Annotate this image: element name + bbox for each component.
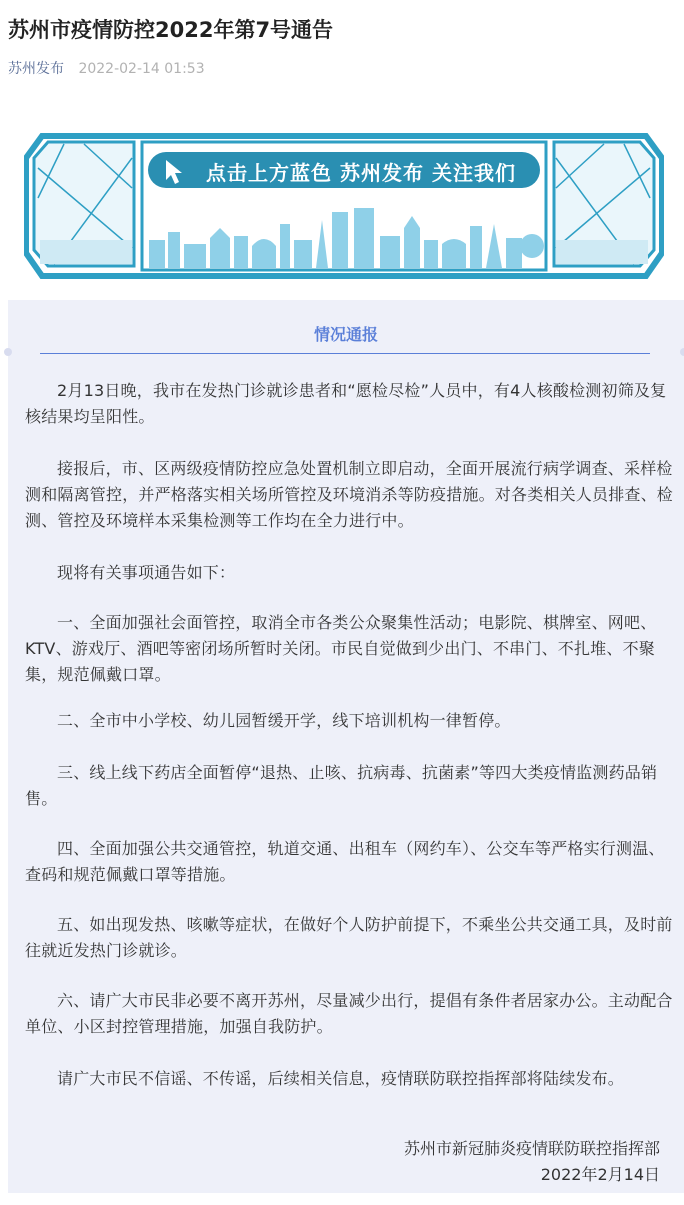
paragraph-item-2: 二、全市中小学校、幼儿园暂缓开学，线下培训机构一律暂停。 (57, 711, 511, 730)
paragraph-closing: 请广大市民不信谣、不传谣，后续相关信息，疫情联防联控指挥部将陆续发布。 (57, 1069, 625, 1088)
article-meta (8, 58, 205, 80)
author-link[interactable]: 苏州发布 (8, 61, 64, 77)
paragraph-item-1: 一、全面加强社会面管控，取消全市各类公众聚集性活动；电影院、棋牌室、网吧、KTV、游戏厅、酒吧等密闭场所暂时关闭。市民自觉做到少出门、不串门、不扎堆、不聚集，规范佩戴口罩。 (25, 613, 657, 684)
section-divider (40, 353, 650, 354)
paragraph-item-6: 六、请广大市民非必要不离开苏州，尽量减少出行，提倡有条件者居家办公。主动配合单位、小区封控管理措施，加强自我防护。 (25, 991, 673, 1036)
follow-banner[interactable] (24, 128, 664, 283)
signature-date: 2022年2月14日 (540, 1165, 660, 1184)
notice-panel (8, 300, 684, 1193)
section-title: 情况通报 (313, 325, 378, 344)
banner-artwork (24, 128, 664, 283)
paragraph-item-5: 五、如出现发热、咳嗽等症状，在做好个人防护前提下，不乘坐公共交通工具，及时前往就近发热门诊就诊。 (25, 915, 673, 960)
paragraph-situation: 2月13日晚，我市在发热门诊就诊患者和“愿检尽检”人员中，有4人核酸检测初筛及复核结果均呈阳性。 (25, 381, 667, 426)
banner-follow-text: 点击上方蓝色 苏州发布 关注我们 (206, 160, 516, 185)
decor-dot-right (680, 348, 684, 356)
paragraph-item-4: 四、全面加强公共交通管控，轨道交通、出租车（网约车）、公交车等严格实行测温、查码和规范佩戴口罩等措施。 (25, 839, 665, 884)
paragraph-intro: 现将有关事项通告如下： (57, 563, 236, 582)
decor-dot-left (4, 348, 12, 356)
article-title: 苏州市疫情防控2022年第7号通告 (8, 18, 334, 42)
publish-date: 2022-02-14 01:53 (78, 61, 205, 77)
paragraph-response: 接报后，市、区两级疫情防控应急处置机制立即启动，全面开展流行病学调查、采样检测和隔离管控，并严格落实相关场所管控及环境消杀等防疫措施。对各类相关人员排查、检测、管控及环境样本采集检测等工作均在全力进行中。 (25, 459, 674, 530)
paragraph-item-3: 三、线上线下药店全面暂停“退热、止咳、抗病毒、抗菌素”等四大类疫情监测药品销售。 (25, 763, 658, 808)
signature-org: 苏州市新冠肺炎疫情联防联控指挥部 (403, 1139, 660, 1158)
